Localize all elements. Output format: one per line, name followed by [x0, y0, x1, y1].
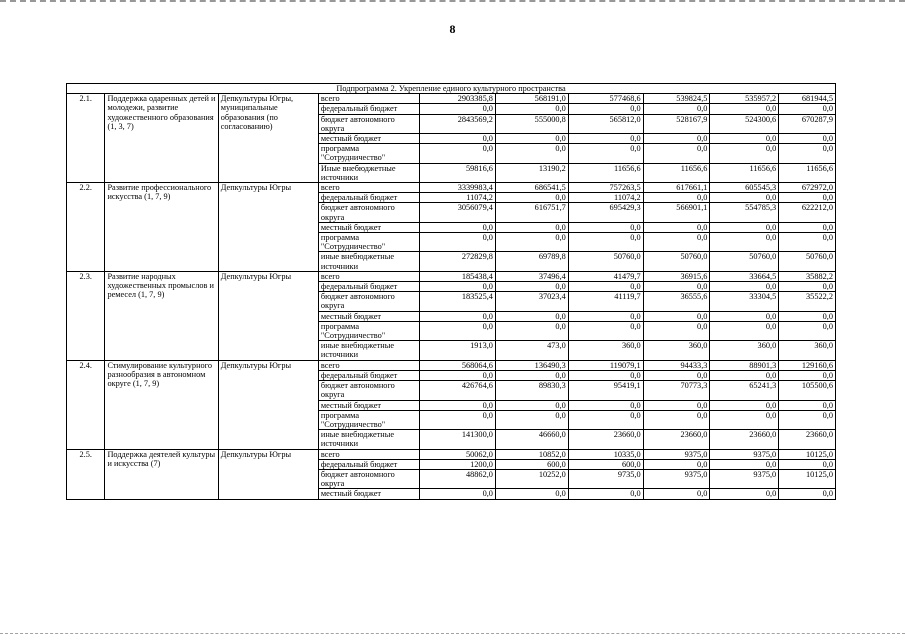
- amount-cell: 0,0: [643, 321, 710, 340]
- amount-cell: 0,0: [710, 410, 779, 429]
- amount-cell: 50760,0: [568, 252, 643, 271]
- funding-source: местный бюджет: [318, 400, 419, 410]
- amount-cell: 50760,0: [643, 252, 710, 271]
- amount-cell: 3339983,4: [420, 183, 496, 193]
- amount-cell: 670287,9: [779, 114, 836, 133]
- amount-cell: 0,0: [420, 144, 496, 163]
- amount-cell: 0,0: [710, 104, 779, 114]
- amount-cell: 11656,6: [779, 163, 836, 182]
- amount-cell: 0,0: [495, 193, 568, 203]
- amount-cell: 50062,0: [420, 449, 496, 459]
- amount-cell: 0,0: [568, 104, 643, 114]
- amount-cell: 0,0: [495, 282, 568, 292]
- executor: Депкультуры Югры: [218, 271, 318, 360]
- amount-cell: 141300,0: [420, 430, 496, 449]
- amount-cell: 0,0: [495, 321, 568, 340]
- amount-cell: 0,0: [643, 222, 710, 232]
- amount-cell: 0,0: [420, 400, 496, 410]
- funding-source: Иные внебюджетные источники: [318, 163, 419, 182]
- amount-cell: 0,0: [568, 134, 643, 144]
- funding-source: иные внебюджетные источники: [318, 341, 419, 360]
- amount-cell: 0,0: [710, 370, 779, 380]
- amount-cell: 2843569,2: [420, 114, 496, 133]
- amount-cell: 0,0: [779, 370, 836, 380]
- amount-cell: 0,0: [710, 459, 779, 469]
- table-row: [67, 94, 836, 104]
- amount-cell: 41479,7: [568, 271, 643, 281]
- activity-name: Стимулирование культурного разнообразия в автономном округе (1, 7, 9): [105, 360, 218, 449]
- amount-cell: 23660,0: [568, 430, 643, 449]
- amount-cell: 0,0: [643, 193, 710, 203]
- amount-cell: 9375,0: [643, 469, 710, 488]
- amount-cell: 0,0: [495, 233, 568, 252]
- amount-cell: 0,0: [420, 134, 496, 144]
- amount-cell: 539824,5: [643, 94, 710, 104]
- amount-cell: 0,0: [643, 459, 710, 469]
- amount-cell: 757263,5: [568, 183, 643, 193]
- amount-cell: 65241,3: [710, 381, 779, 400]
- amount-cell: 555000,8: [495, 114, 568, 133]
- amount-cell: 524300,6: [710, 114, 779, 133]
- amount-cell: 0,0: [779, 311, 836, 321]
- amount-cell: 59816,6: [420, 163, 496, 182]
- amount-cell: 0,0: [495, 489, 568, 499]
- funding-source: местный бюджет: [318, 489, 419, 499]
- amount-cell: 426764,6: [420, 381, 496, 400]
- amount-cell: 0,0: [495, 410, 568, 429]
- amount-cell: 9375,0: [710, 469, 779, 488]
- funding-source: бюджет автономного округа: [318, 292, 419, 311]
- amount-cell: 0,0: [779, 489, 836, 499]
- amount-cell: 11656,6: [568, 163, 643, 182]
- amount-cell: 10252,0: [495, 469, 568, 488]
- amount-cell: 183525,4: [420, 292, 496, 311]
- amount-cell: 568191,0: [495, 94, 568, 104]
- amount-cell: 0,0: [568, 489, 643, 499]
- funding-source: федеральный бюджет: [318, 104, 419, 114]
- amount-cell: 13190,2: [495, 163, 568, 182]
- amount-cell: 566901,1: [643, 203, 710, 222]
- amount-cell: 2903385,8: [420, 94, 496, 104]
- scan-top-edge: [0, 0, 905, 5]
- amount-cell: 0,0: [779, 233, 836, 252]
- executor: Депкультуры Югры, муниципальные образования (по согласованию): [218, 94, 318, 183]
- amount-cell: 0,0: [710, 282, 779, 292]
- amount-cell: 672972,0: [779, 183, 836, 193]
- amount-cell: 0,0: [495, 134, 568, 144]
- amount-cell: 617661,1: [643, 183, 710, 193]
- amount-cell: 0,0: [779, 459, 836, 469]
- amount-cell: 681944,5: [779, 94, 836, 104]
- amount-cell: 46660,0: [495, 430, 568, 449]
- executor: Депкультуры Югры: [218, 360, 318, 449]
- amount-cell: 41119,7: [568, 292, 643, 311]
- amount-cell: 136490,3: [495, 360, 568, 370]
- activity-name: Развитие профессионального искусства (1, 7, 9): [105, 183, 218, 272]
- amount-cell: 11656,6: [710, 163, 779, 182]
- budget-table: [66, 83, 836, 500]
- amount-cell: 554785,3: [710, 203, 779, 222]
- amount-cell: 11074,2: [420, 193, 496, 203]
- amount-cell: 0,0: [710, 400, 779, 410]
- amount-cell: 3056079,4: [420, 203, 496, 222]
- activity-number: 2.4.: [67, 360, 105, 449]
- amount-cell: 0,0: [643, 233, 710, 252]
- amount-cell: 0,0: [568, 321, 643, 340]
- funding-source: федеральный бюджет: [318, 459, 419, 469]
- funding-source: местный бюджет: [318, 311, 419, 321]
- amount-cell: 535957,2: [710, 94, 779, 104]
- funding-source: бюджет автономного округа: [318, 469, 419, 488]
- amount-cell: 0,0: [568, 233, 643, 252]
- amount-cell: 0,0: [643, 311, 710, 321]
- amount-cell: 23660,0: [710, 430, 779, 449]
- activity-number: 2.5.: [67, 449, 105, 499]
- amount-cell: 0,0: [495, 370, 568, 380]
- amount-cell: 0,0: [495, 144, 568, 163]
- amount-cell: 0,0: [779, 134, 836, 144]
- amount-cell: 10852,0: [495, 449, 568, 459]
- funding-source: всего: [318, 271, 419, 281]
- amount-cell: 600,0: [495, 459, 568, 469]
- amount-cell: 695429,3: [568, 203, 643, 222]
- amount-cell: 473,0: [495, 341, 568, 360]
- amount-cell: 0,0: [495, 400, 568, 410]
- scan-bottom-edge: [0, 633, 905, 637]
- amount-cell: 88901,3: [710, 360, 779, 370]
- amount-cell: 9375,0: [643, 449, 710, 459]
- amount-cell: 119079,1: [568, 360, 643, 370]
- amount-cell: 0,0: [420, 233, 496, 252]
- amount-cell: 11074,2: [568, 193, 643, 203]
- funding-source: программа "Сотрудничество": [318, 144, 419, 163]
- amount-cell: 0,0: [568, 144, 643, 163]
- amount-cell: 0,0: [643, 489, 710, 499]
- amount-cell: 10125,0: [779, 469, 836, 488]
- amount-cell: 0,0: [495, 311, 568, 321]
- amount-cell: 0,0: [779, 410, 836, 429]
- activity-number: 2.2.: [67, 183, 105, 272]
- amount-cell: 0,0: [710, 233, 779, 252]
- funding-source: федеральный бюджет: [318, 370, 419, 380]
- amount-cell: 0,0: [779, 193, 836, 203]
- amount-cell: 0,0: [568, 222, 643, 232]
- funding-source: программа "Сотрудничество": [318, 233, 419, 252]
- amount-cell: 36555,6: [643, 292, 710, 311]
- amount-cell: 0,0: [779, 222, 836, 232]
- amount-cell: 0,0: [495, 104, 568, 114]
- table-row: [67, 360, 836, 370]
- amount-cell: 9375,0: [710, 449, 779, 459]
- amount-cell: 0,0: [568, 400, 643, 410]
- amount-cell: 600,0: [568, 459, 643, 469]
- amount-cell: 0,0: [420, 222, 496, 232]
- amount-cell: 0,0: [420, 370, 496, 380]
- amount-cell: 0,0: [420, 489, 496, 499]
- funding-source: всего: [318, 360, 419, 370]
- amount-cell: 0,0: [710, 489, 779, 499]
- amount-cell: 94433,3: [643, 360, 710, 370]
- amount-cell: 50760,0: [710, 252, 779, 271]
- table-row: [67, 271, 836, 281]
- amount-cell: 1200,0: [420, 459, 496, 469]
- amount-cell: 0,0: [643, 370, 710, 380]
- funding-source: бюджет автономного округа: [318, 203, 419, 222]
- amount-cell: 0,0: [643, 144, 710, 163]
- table-row: [67, 183, 836, 193]
- funding-source: федеральный бюджет: [318, 282, 419, 292]
- page-number: 8: [449, 22, 456, 36]
- amount-cell: 0,0: [568, 282, 643, 292]
- amount-cell: 33664,5: [710, 271, 779, 281]
- amount-cell: 360,0: [568, 341, 643, 360]
- amount-cell: 105500,6: [779, 381, 836, 400]
- amount-cell: 0,0: [568, 370, 643, 380]
- amount-cell: 95419,1: [568, 381, 643, 400]
- amount-cell: 528167,9: [643, 114, 710, 133]
- amount-cell: 0,0: [643, 282, 710, 292]
- amount-cell: 0,0: [568, 410, 643, 429]
- amount-cell: 0,0: [643, 134, 710, 144]
- amount-cell: 35882,2: [779, 271, 836, 281]
- amount-cell: 0,0: [710, 321, 779, 340]
- amount-cell: 0,0: [779, 321, 836, 340]
- amount-cell: 568064,6: [420, 360, 496, 370]
- funding-source: иные внебюджетные источники: [318, 430, 419, 449]
- subprogram-title: Подпрограмма 2. Укрепление единого культурного пространства: [67, 84, 836, 94]
- amount-cell: 360,0: [710, 341, 779, 360]
- amount-cell: 23660,0: [643, 430, 710, 449]
- amount-cell: 272829,8: [420, 252, 496, 271]
- activity-number: 2.1.: [67, 94, 105, 183]
- amount-cell: 616751,7: [495, 203, 568, 222]
- funding-source: программа "Сотрудничество": [318, 410, 419, 429]
- amount-cell: 0,0: [779, 104, 836, 114]
- amount-cell: 577468,6: [568, 94, 643, 104]
- amount-cell: 0,0: [779, 282, 836, 292]
- amount-cell: 185438,4: [420, 271, 496, 281]
- executor: Депкультуры Югры: [218, 183, 318, 272]
- amount-cell: 0,0: [420, 410, 496, 429]
- activity-name: Поддержка одаренных детей и молодежи, развитие художественного образования (1, 3, 7): [105, 94, 218, 183]
- activity-number: 2.3.: [67, 271, 105, 360]
- amount-cell: 0,0: [710, 134, 779, 144]
- amount-cell: 0,0: [643, 104, 710, 114]
- amount-cell: 0,0: [420, 311, 496, 321]
- amount-cell: 686541,5: [495, 183, 568, 193]
- funding-source: местный бюджет: [318, 134, 419, 144]
- amount-cell: 0,0: [710, 222, 779, 232]
- amount-cell: 0,0: [779, 144, 836, 163]
- amount-cell: 10125,0: [779, 449, 836, 459]
- funding-source: иные внебюджетные источники: [318, 252, 419, 271]
- amount-cell: 23660,0: [779, 430, 836, 449]
- amount-cell: 0,0: [643, 410, 710, 429]
- amount-cell: 69789,8: [495, 252, 568, 271]
- amount-cell: 48862,0: [420, 469, 496, 488]
- amount-cell: 0,0: [420, 104, 496, 114]
- amount-cell: 565812,0: [568, 114, 643, 133]
- amount-cell: 0,0: [495, 222, 568, 232]
- activity-name: Поддержка деятелей культуры и искусства (7): [105, 449, 218, 499]
- amount-cell: 622212,0: [779, 203, 836, 222]
- amount-cell: 37496,4: [495, 271, 568, 281]
- amount-cell: 360,0: [643, 341, 710, 360]
- table-row: [67, 449, 836, 459]
- amount-cell: 36915,6: [643, 271, 710, 281]
- funding-source: всего: [318, 449, 419, 459]
- amount-cell: 129160,6: [779, 360, 836, 370]
- amount-cell: 35522,2: [779, 292, 836, 311]
- amount-cell: 10335,0: [568, 449, 643, 459]
- amount-cell: 0,0: [568, 311, 643, 321]
- funding-source: бюджет автономного округа: [318, 114, 419, 133]
- amount-cell: 0,0: [710, 193, 779, 203]
- amount-cell: 605545,3: [710, 183, 779, 193]
- amount-cell: 0,0: [710, 144, 779, 163]
- amount-cell: 9735,0: [568, 469, 643, 488]
- funding-source: всего: [318, 94, 419, 104]
- table-body: [67, 84, 836, 500]
- funding-source: всего: [318, 183, 419, 193]
- amount-cell: 0,0: [710, 311, 779, 321]
- amount-cell: 11656,6: [643, 163, 710, 182]
- amount-cell: 70773,3: [643, 381, 710, 400]
- amount-cell: 0,0: [643, 400, 710, 410]
- activity-name: Развитие народных художественных промыслов и ремесел (1, 7, 9): [105, 271, 218, 360]
- amount-cell: 0,0: [779, 400, 836, 410]
- subprogram-header-row: [67, 84, 836, 94]
- amount-cell: 1913,0: [420, 341, 496, 360]
- funding-source: программа "Сотрудничество": [318, 321, 419, 340]
- amount-cell: 50760,0: [779, 252, 836, 271]
- funding-source: бюджет автономного округа: [318, 381, 419, 400]
- amount-cell: 33304,5: [710, 292, 779, 311]
- amount-cell: 37023,4: [495, 292, 568, 311]
- amount-cell: 0,0: [420, 321, 496, 340]
- funding-source: федеральный бюджет: [318, 193, 419, 203]
- amount-cell: 360,0: [779, 341, 836, 360]
- amount-cell: 89830,3: [495, 381, 568, 400]
- amount-cell: 0,0: [420, 282, 496, 292]
- funding-source: местный бюджет: [318, 222, 419, 232]
- executor: Депкультуры Югры: [218, 449, 318, 499]
